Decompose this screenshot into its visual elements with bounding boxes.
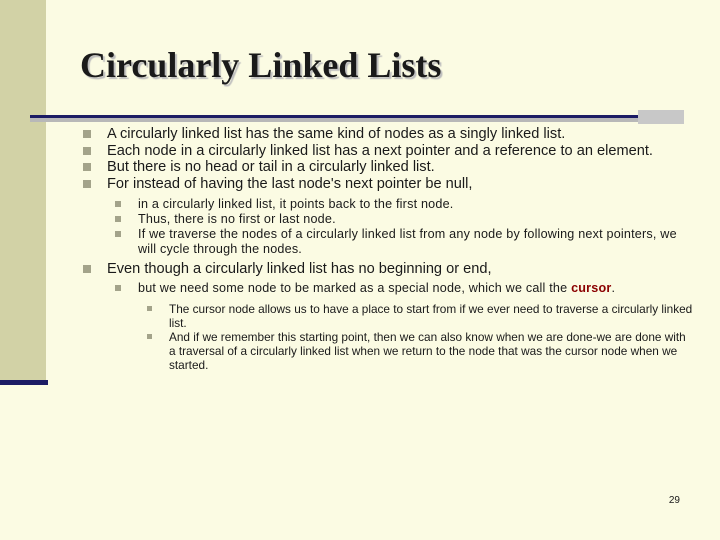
bullet-item	[80, 126, 695, 143]
sub-bullet-item	[80, 227, 695, 257]
sub-bullet-text: If we traverse the nodes of a circularly linked list from any node by following next pointers, we will cycle through the nodes.	[138, 227, 677, 256]
square-bullet-icon	[83, 163, 91, 171]
bullet-item	[80, 176, 695, 193]
sub-bullet-item	[80, 281, 695, 296]
sub-bullet-text: Thus, there is no first or last node.	[138, 212, 336, 226]
page-number: 29	[668, 495, 680, 506]
sub-sub-bullet-item	[80, 302, 695, 330]
square-bullet-icon	[115, 201, 121, 207]
bullet-text: A circularly linked list has the same kind of nodes as a singly linked list.	[107, 126, 566, 142]
sub-bullet-text: in a circularly linked list, it points back to the first node.	[138, 197, 454, 211]
square-bullet-icon	[115, 216, 121, 222]
square-bullet-icon	[83, 130, 91, 138]
title-rule-end-block	[638, 110, 684, 124]
square-bullet-icon	[83, 265, 91, 273]
bullet-item	[80, 261, 695, 278]
sub-bullet-punct: .	[611, 280, 616, 295]
square-bullet-icon	[147, 334, 152, 339]
bullet-text: For instead of having the last node's next pointer be null,	[107, 175, 473, 192]
bullet-item	[80, 143, 695, 160]
sub-bullet-item	[80, 212, 695, 227]
square-bullet-icon	[115, 231, 121, 237]
sub-sub-bullet-text: The cursor node allows us to have a place to start from if we ever need to traverse a circularly linked list.	[169, 301, 693, 330]
slide-body	[80, 126, 695, 372]
sub-sub-bullet-text: And if we remember this starting point, then we can also know when we are done-we are done with a traversal of a circularly linked list when we return to the node that was the cursor node when we started.	[169, 329, 686, 372]
slide-title: Circularly Linked Lists	[80, 45, 442, 85]
square-bullet-icon	[147, 306, 152, 311]
square-bullet-icon	[115, 285, 121, 291]
sub-bullet-text: but we need some node to be marked as a special node, which we call the	[138, 280, 568, 295]
cursor-keyword: cursor	[571, 280, 612, 295]
square-bullet-icon	[83, 147, 91, 155]
bullet-text: Even though a circularly linked list has no beginning or end,	[107, 261, 492, 277]
sub-bullet-item	[80, 197, 695, 212]
left-decorative-band	[0, 0, 46, 384]
bullet-item	[80, 159, 695, 176]
square-bullet-icon	[83, 180, 91, 188]
title-underline-shadow	[30, 118, 684, 122]
sub-sub-bullet-item	[80, 330, 695, 372]
bullet-text: Each node in a circularly linked list has a next pointer and a reference to an element.	[107, 142, 653, 159]
bullet-text: But there is no head or tail in a circularly linked list.	[107, 159, 435, 175]
left-band-accent	[0, 380, 48, 385]
